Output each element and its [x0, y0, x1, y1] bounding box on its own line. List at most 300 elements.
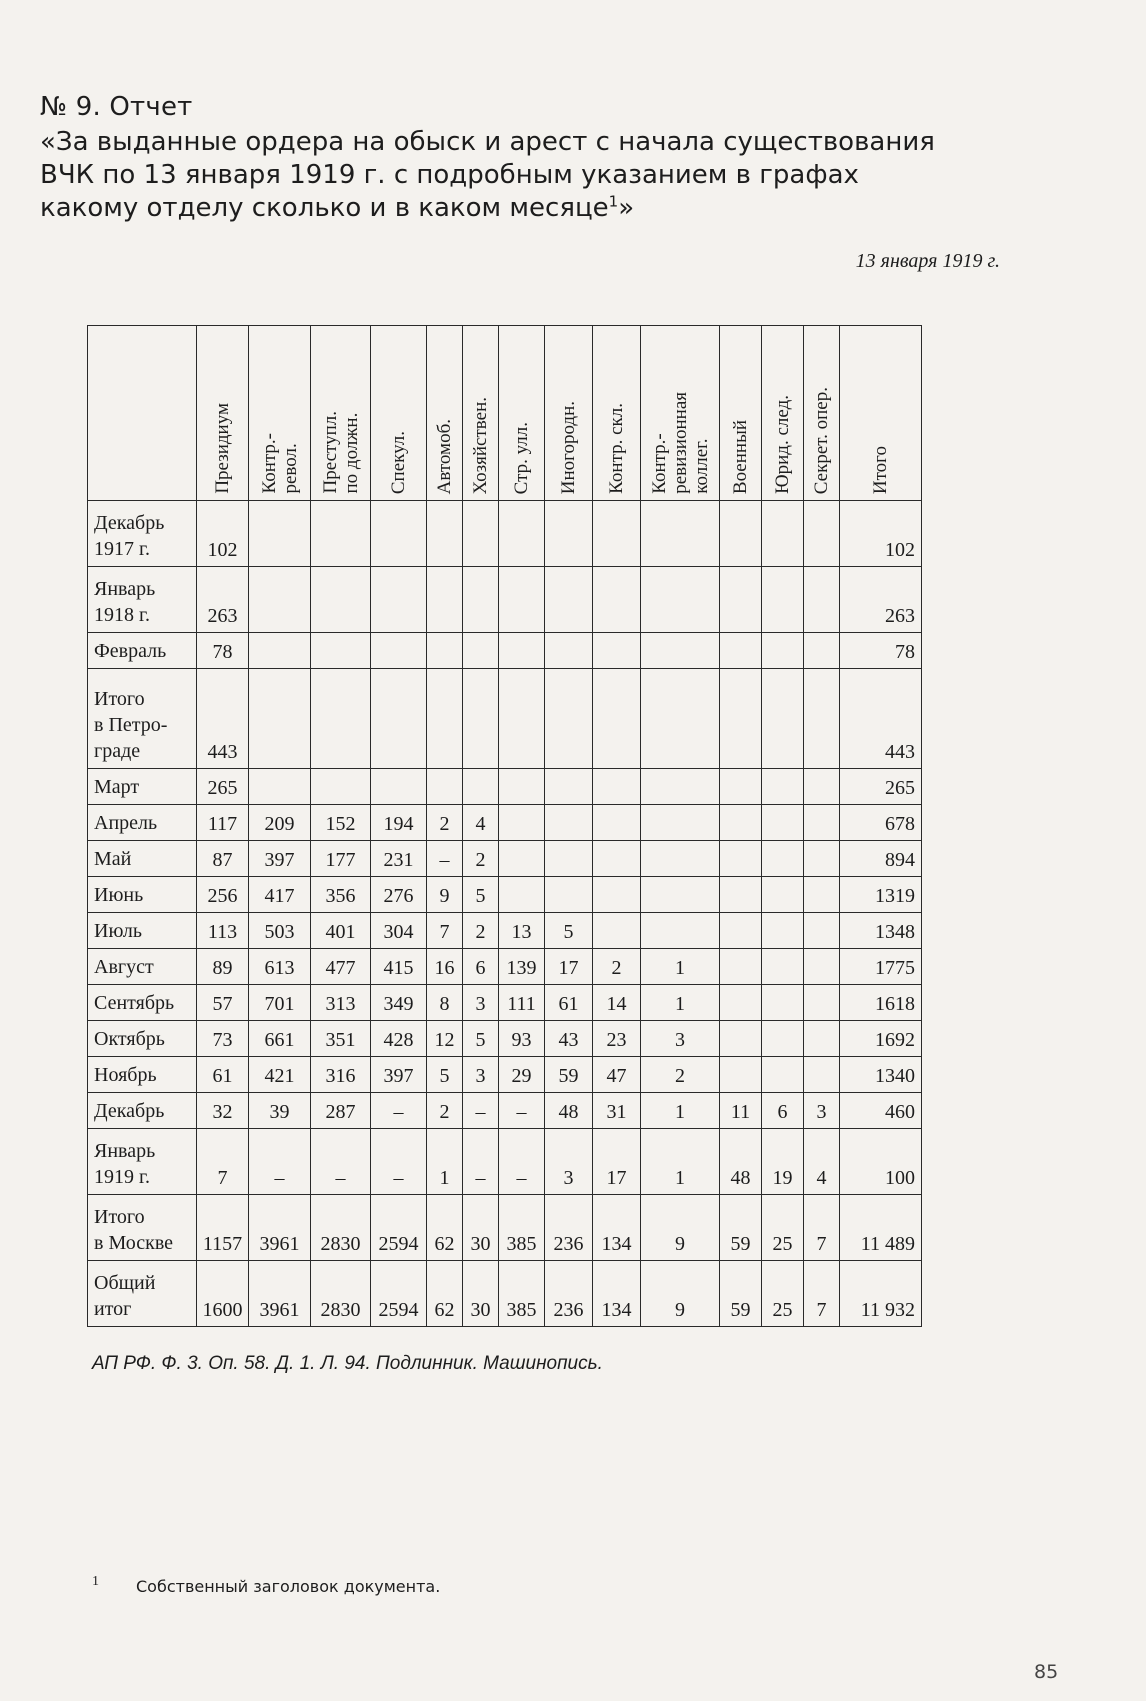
table-cell: 401 [311, 913, 371, 949]
table-cell: – [463, 1129, 499, 1195]
table-cell [720, 1021, 762, 1057]
table-cell: 9 [427, 877, 463, 913]
total-cell: 11 932 [840, 1261, 922, 1327]
total-cell: 1348 [840, 913, 922, 949]
table-cell [720, 913, 762, 949]
table-cell [641, 669, 720, 769]
table-cell: 17 [545, 949, 593, 985]
table-cell: 12 [427, 1021, 463, 1057]
column-header [249, 326, 311, 501]
table-cell: 1157 [197, 1195, 249, 1261]
table-cell: 256 [197, 877, 249, 913]
column-header-label: Военный [730, 419, 751, 494]
table-cell: 113 [197, 913, 249, 949]
table-cell: 89 [197, 949, 249, 985]
table-cell [545, 769, 593, 805]
table-cell: 385 [499, 1195, 545, 1261]
total-cell: 1775 [840, 949, 922, 985]
table-cell: 134 [593, 1195, 641, 1261]
total-cell: 102 [840, 501, 922, 567]
table-cell [762, 1021, 804, 1057]
table-cell: 134 [593, 1261, 641, 1327]
table-row [88, 877, 922, 913]
column-header [762, 326, 804, 501]
table-cell [545, 501, 593, 567]
total-cell: 460 [840, 1093, 922, 1129]
table-cell: – [499, 1129, 545, 1195]
table-cell [371, 669, 427, 769]
table-cell [463, 669, 499, 769]
table-cell: 48 [545, 1093, 593, 1129]
table-cell: 152 [311, 805, 371, 841]
table-cell [427, 633, 463, 669]
title-line-1: «За выданные ордера на обыск и арест с начала существования [40, 127, 935, 157]
table-cell: 385 [499, 1261, 545, 1327]
total-cell: 443 [840, 669, 922, 769]
table-cell [499, 841, 545, 877]
table-cell [804, 1057, 840, 1093]
column-header-label: Контр. скл. [606, 403, 627, 494]
row-label: Июль [88, 913, 197, 949]
table-cell: 61 [197, 1057, 249, 1093]
table-cell: 30 [463, 1261, 499, 1327]
table-cell: – [463, 1093, 499, 1129]
archive-source: АП РФ. Ф. 3. Оп. 58. Д. 1. Л. 94. Подлинник. Машинопись. [92, 1353, 603, 1374]
table-cell [804, 567, 840, 633]
table-cell: 1 [641, 949, 720, 985]
table-cell: 6 [463, 949, 499, 985]
table-cell [371, 567, 427, 633]
title-line-3-text: какому отделу сколько и в каком месяце [40, 193, 609, 223]
table-cell: 3 [641, 1021, 720, 1057]
column-header-label: Контр.- ревизионная коллег. [648, 392, 712, 494]
column-header [840, 326, 922, 501]
table-cell [804, 805, 840, 841]
table-body [88, 501, 922, 1327]
table-cell: 236 [545, 1261, 593, 1327]
table-cell [249, 669, 311, 769]
table-cell [762, 841, 804, 877]
total-cell: 1692 [840, 1021, 922, 1057]
table-cell: – [249, 1129, 311, 1195]
table-cell: 7 [804, 1195, 840, 1261]
table-cell: 39 [249, 1093, 311, 1129]
table-cell [463, 633, 499, 669]
table-cell [720, 985, 762, 1021]
table-cell [804, 633, 840, 669]
table-cell: 8 [427, 985, 463, 1021]
table-cell: 5 [545, 913, 593, 949]
column-header [593, 326, 641, 501]
column-header-label: Президиум [212, 403, 233, 494]
table-cell: 304 [371, 913, 427, 949]
total-cell: 263 [840, 567, 922, 633]
table-cell [593, 841, 641, 877]
table-row [88, 949, 922, 985]
table-cell [499, 669, 545, 769]
table-cell: 1 [641, 1129, 720, 1195]
total-cell: 100 [840, 1129, 922, 1195]
footnote-text: Собственный заголовок документа. [136, 1577, 441, 1596]
table-cell: 2 [427, 1093, 463, 1129]
table-cell [720, 669, 762, 769]
table-cell: 59 [720, 1195, 762, 1261]
table-cell: 3 [463, 985, 499, 1021]
table-cell: 9 [641, 1195, 720, 1261]
table-cell: 4 [463, 805, 499, 841]
table-cell: 417 [249, 877, 311, 913]
table-cell [371, 501, 427, 567]
table-cell [593, 669, 641, 769]
table-cell: 265 [197, 769, 249, 805]
table-cell: 59 [720, 1261, 762, 1327]
table-cell [499, 501, 545, 567]
table-cell [545, 805, 593, 841]
table-cell: 236 [545, 1195, 593, 1261]
table-cell: 2 [593, 949, 641, 985]
table-cell: 30 [463, 1195, 499, 1261]
table-cell: 43 [545, 1021, 593, 1057]
table-cell [720, 501, 762, 567]
table-cell [593, 633, 641, 669]
table-cell: 2594 [371, 1195, 427, 1261]
table-cell: 1 [427, 1129, 463, 1195]
column-header-label: Спекул. [388, 430, 409, 494]
table-cell: 397 [249, 841, 311, 877]
row-label: Ноябрь [88, 1057, 197, 1093]
table-cell: 29 [499, 1057, 545, 1093]
table-cell: 313 [311, 985, 371, 1021]
column-header-label: Юрид. след. [772, 395, 793, 494]
table-cell [427, 669, 463, 769]
table-cell [371, 633, 427, 669]
title-line-3 [40, 192, 1040, 225]
table-row [88, 805, 922, 841]
table-cell [720, 877, 762, 913]
total-cell: 894 [840, 841, 922, 877]
table-cell: 209 [249, 805, 311, 841]
table-cell [762, 913, 804, 949]
column-header [463, 326, 499, 501]
table-cell [545, 567, 593, 633]
table-cell: 2 [427, 805, 463, 841]
report-table [87, 325, 922, 1327]
column-header-label: Итого [870, 445, 891, 494]
table-cell: 117 [197, 805, 249, 841]
table-cell: 7 [197, 1129, 249, 1195]
table-cell: – [371, 1093, 427, 1129]
table-cell [762, 567, 804, 633]
table-cell: 5 [427, 1057, 463, 1093]
row-label: Итого в Петро- граде [88, 669, 197, 769]
table-cell: 1600 [197, 1261, 249, 1327]
table-cell [720, 567, 762, 633]
row-label: Май [88, 841, 197, 877]
column-header [499, 326, 545, 501]
table-cell: 613 [249, 949, 311, 985]
table-cell: 2594 [371, 1261, 427, 1327]
table-cell [720, 769, 762, 805]
table-cell [762, 501, 804, 567]
table-cell [641, 501, 720, 567]
table-cell [311, 669, 371, 769]
table-cell: 6 [762, 1093, 804, 1129]
column-header [197, 326, 249, 501]
table-cell [545, 841, 593, 877]
table-cell: – [427, 841, 463, 877]
table-cell [499, 567, 545, 633]
table-cell [593, 769, 641, 805]
table-cell: 194 [371, 805, 427, 841]
table-cell: 9 [641, 1261, 720, 1327]
document-date: 13 января 1919 г. [855, 250, 1000, 272]
table-cell: 3 [804, 1093, 840, 1129]
table-cell [593, 913, 641, 949]
table-cell [804, 841, 840, 877]
table-cell [499, 877, 545, 913]
table-cell: 139 [499, 949, 545, 985]
row-label: Январь 1919 г. [88, 1129, 197, 1195]
table-cell: 102 [197, 501, 249, 567]
document-title [40, 126, 1040, 225]
table-cell: 415 [371, 949, 427, 985]
table-cell [499, 633, 545, 669]
table-row [88, 913, 922, 949]
table-cell: 356 [311, 877, 371, 913]
table-cell [371, 769, 427, 805]
table-cell [641, 877, 720, 913]
table-cell: – [311, 1129, 371, 1195]
table-cell [762, 805, 804, 841]
table-cell [804, 769, 840, 805]
table-row [88, 501, 922, 567]
table-cell: 93 [499, 1021, 545, 1057]
table-cell: 47 [593, 1057, 641, 1093]
table-cell [593, 567, 641, 633]
row-label: Декабрь 1917 г. [88, 501, 197, 567]
row-label: Декабрь [88, 1093, 197, 1129]
row-label: Сентябрь [88, 985, 197, 1021]
table-cell [311, 501, 371, 567]
table-cell [249, 633, 311, 669]
header-row [88, 326, 922, 501]
column-header [545, 326, 593, 501]
table-cell: 25 [762, 1261, 804, 1327]
table-row [88, 633, 922, 669]
table-cell [593, 877, 641, 913]
table-cell: – [499, 1093, 545, 1129]
table-cell [463, 567, 499, 633]
table-cell [593, 501, 641, 567]
table-cell: 3 [545, 1129, 593, 1195]
table-cell [804, 1021, 840, 1057]
table-cell: 5 [463, 1021, 499, 1057]
total-cell: 265 [840, 769, 922, 805]
table-cell [545, 877, 593, 913]
table-cell: 5 [463, 877, 499, 913]
table-cell [311, 633, 371, 669]
document-number: № 9. Отчет [40, 92, 193, 122]
table-cell: 349 [371, 985, 427, 1021]
table-row [88, 1057, 922, 1093]
table-cell [499, 805, 545, 841]
table-cell: 316 [311, 1057, 371, 1093]
table-cell [762, 669, 804, 769]
total-cell: 1618 [840, 985, 922, 1021]
table-cell [804, 501, 840, 567]
table-cell [762, 769, 804, 805]
table-cell: 1 [641, 985, 720, 1021]
row-label: Итого в Москве [88, 1195, 197, 1261]
table-cell [427, 501, 463, 567]
row-label: Апрель [88, 805, 197, 841]
table-cell: 3961 [249, 1195, 311, 1261]
table-cell [463, 501, 499, 567]
table-cell [545, 669, 593, 769]
table-cell: 3961 [249, 1261, 311, 1327]
column-header-label: Хозяйствен. [470, 396, 491, 494]
table-cell [762, 1057, 804, 1093]
table-row [88, 1021, 922, 1057]
table-cell [762, 985, 804, 1021]
total-cell: 1340 [840, 1057, 922, 1093]
table-cell: 421 [249, 1057, 311, 1093]
table-cell: 111 [499, 985, 545, 1021]
total-cell: 11 489 [840, 1195, 922, 1261]
table-cell: 263 [197, 567, 249, 633]
table-cell: 351 [311, 1021, 371, 1057]
table-cell: 62 [427, 1261, 463, 1327]
header-corner [88, 326, 197, 501]
table-row [88, 841, 922, 877]
table-cell [720, 633, 762, 669]
column-header-label: Стр. улл. [511, 421, 532, 494]
table-cell [720, 1057, 762, 1093]
table-cell [499, 769, 545, 805]
table-row [88, 985, 922, 1021]
column-header-label: Автомоб. [434, 418, 455, 494]
row-label: Март [88, 769, 197, 805]
table-cell [249, 769, 311, 805]
table-cell [545, 633, 593, 669]
column-header [720, 326, 762, 501]
table-cell: 477 [311, 949, 371, 985]
row-label: Август [88, 949, 197, 985]
column-header [311, 326, 371, 501]
column-header-label: Секрет. опер. [811, 386, 832, 494]
total-cell: 1319 [840, 877, 922, 913]
table-cell: 14 [593, 985, 641, 1021]
table-cell: 73 [197, 1021, 249, 1057]
table-cell: 2830 [311, 1261, 371, 1327]
table-cell: 701 [249, 985, 311, 1021]
table-cell [804, 985, 840, 1021]
table-cell [804, 949, 840, 985]
table-cell [762, 877, 804, 913]
table-cell: 25 [762, 1195, 804, 1261]
table-cell [804, 669, 840, 769]
table-cell: 32 [197, 1093, 249, 1129]
row-label: Общий итог [88, 1261, 197, 1327]
table-cell: 287 [311, 1093, 371, 1129]
table-cell [427, 567, 463, 633]
table-cell: 87 [197, 841, 249, 877]
column-header [641, 326, 720, 501]
table-cell [641, 841, 720, 877]
table-cell: 2830 [311, 1195, 371, 1261]
table-cell: 16 [427, 949, 463, 985]
table-cell [641, 769, 720, 805]
table-cell: 2 [463, 841, 499, 877]
table-cell: 23 [593, 1021, 641, 1057]
table-cell: 231 [371, 841, 427, 877]
table-cell: 7 [804, 1261, 840, 1327]
total-cell: 678 [840, 805, 922, 841]
table-cell: 4 [804, 1129, 840, 1195]
table-cell: 59 [545, 1057, 593, 1093]
table-cell [249, 567, 311, 633]
table-cell: 2 [463, 913, 499, 949]
table-cell: 62 [427, 1195, 463, 1261]
table-cell [720, 841, 762, 877]
title-footnote-ref: 1 [608, 192, 619, 211]
table-cell [641, 633, 720, 669]
page-number: 85 [1034, 1661, 1059, 1683]
table-cell [311, 567, 371, 633]
table-cell: 78 [197, 633, 249, 669]
row-label: Февраль [88, 633, 197, 669]
table-cell [249, 501, 311, 567]
footnote-mark: 1 [92, 1574, 99, 1589]
table-cell: 397 [371, 1057, 427, 1093]
column-header [804, 326, 840, 501]
table-cell: 61 [545, 985, 593, 1021]
table-cell: 661 [249, 1021, 311, 1057]
table-cell: 503 [249, 913, 311, 949]
table-cell: 17 [593, 1129, 641, 1195]
table-cell: 31 [593, 1093, 641, 1129]
table-cell: 276 [371, 877, 427, 913]
table-cell [641, 913, 720, 949]
table-cell [311, 769, 371, 805]
table-cell [804, 913, 840, 949]
table-cell [762, 949, 804, 985]
table-cell: 3 [463, 1057, 499, 1093]
table-cell [804, 877, 840, 913]
table-row [88, 1261, 922, 1327]
table-cell: 19 [762, 1129, 804, 1195]
table-cell: 13 [499, 913, 545, 949]
row-label: Январь 1918 г. [88, 567, 197, 633]
column-header [371, 326, 427, 501]
table-cell: 57 [197, 985, 249, 1021]
column-header-label: Иногородн. [558, 400, 579, 494]
table-cell: 428 [371, 1021, 427, 1057]
column-header-label: Преступл. по должн. [319, 411, 362, 494]
column-header-label: Контр.- револ. [258, 433, 301, 494]
table-cell [641, 567, 720, 633]
table-cell [593, 805, 641, 841]
table-cell: 7 [427, 913, 463, 949]
table-cell [720, 949, 762, 985]
table-cell [463, 769, 499, 805]
table-cell [762, 633, 804, 669]
table-cell: 177 [311, 841, 371, 877]
row-label: Октябрь [88, 1021, 197, 1057]
table-cell: 2 [641, 1057, 720, 1093]
table-cell: 443 [197, 669, 249, 769]
table-row [88, 669, 922, 769]
